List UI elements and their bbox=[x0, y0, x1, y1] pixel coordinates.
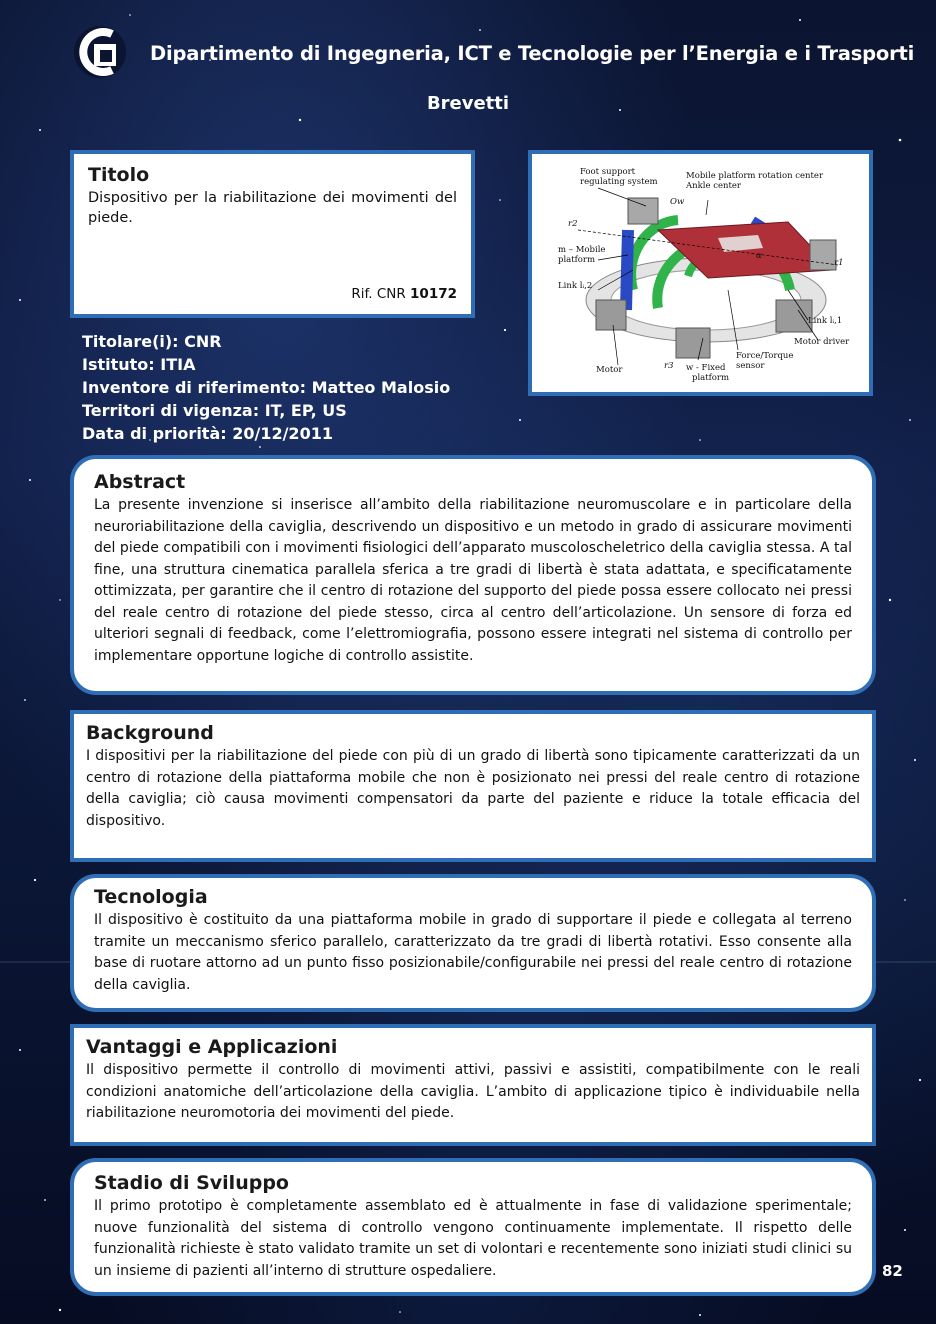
label-sensor: sensor bbox=[736, 361, 765, 371]
label-m-mobile: m – Mobile bbox=[558, 245, 606, 255]
rif-label: Rif. CNR bbox=[351, 286, 406, 302]
label-motor-driver: Motor driver bbox=[794, 337, 850, 347]
label-motor: Motor bbox=[596, 365, 623, 375]
label-ow: Ow bbox=[670, 197, 685, 207]
info-titolare: Titolare(i): CNR bbox=[82, 332, 222, 351]
patent-info bbox=[82, 330, 450, 445]
rif-cnr bbox=[351, 286, 457, 302]
background-text: I dispositivi per la riabilitazione del piede con più di un grado di libertà sono tipicamente caratterizzati da un centro di rotazione della piattaforma mobile che non è posizionato nei pressi del reale centro di rotazione della caviglia; ciò causa movimenti compensatori da parte del paziente e riduce la totale efficacia del dispositivo. bbox=[86, 748, 860, 829]
label-link-l1: Link lᵢ,1 bbox=[808, 316, 843, 326]
titolo-heading: Titolo bbox=[88, 164, 150, 186]
titolo-box bbox=[70, 150, 475, 318]
background-heading: Background bbox=[86, 722, 214, 744]
stadio-text: Il primo prototipo è completamente assemblato ed è attualmente in fase di validazione sperimentale; nuove funzionalità del sistema di controllo vengono continuamente implementate. Il rispetto delle funzionalità richieste è stato validato tramite un set di volontari e recentemente sono iniziati studi clinici su un insieme di pazienti all’interno di strutture ospedaliere. bbox=[94, 1198, 852, 1279]
stadio-box bbox=[70, 1158, 876, 1296]
vantaggi-text: Il dispositivo permette il controllo di movimenti attivi, passivi e assistiti, compatibilmente con le reali condizioni anatomiche dell’articolazione della caviglia. L’ambito di applicazione tipico è individuabile nella riabilitazione neuromotoria dei movimenti del piede. bbox=[86, 1062, 860, 1121]
label-alpha: α bbox=[756, 251, 762, 261]
stadio-heading: Stadio di Sviluppo bbox=[94, 1172, 289, 1194]
label-mobile-rotation-center: Mobile platform rotation center bbox=[686, 171, 824, 181]
vantaggi-heading: Vantaggi e Applicazioni bbox=[86, 1036, 338, 1058]
label-platform: platform bbox=[558, 255, 596, 265]
info-territori: Territori di vigenza: IT, EP, US bbox=[82, 401, 347, 420]
page-number: 82 bbox=[882, 1262, 903, 1280]
abstract-box bbox=[70, 455, 876, 695]
cnr-logo bbox=[72, 24, 128, 80]
vantaggi-box bbox=[70, 1024, 876, 1146]
label-r1: r1 bbox=[834, 258, 844, 268]
tecnologia-text: Il dispositivo è costituito da una piattaforma mobile in grado di supportare il piede e collegata al terreno tramite un meccanismo sferico parallelo, caratterizzato da tre gradi di libertà rotativi. Esso consente alla base di ruotare attorno ad un punto fisso posizionabile/configurabile nei pressi del reale centro di rotazione della caviglia. bbox=[94, 912, 852, 993]
rif-number: 10172 bbox=[410, 286, 457, 302]
section-title: Brevetti bbox=[426, 93, 510, 114]
device-diagram bbox=[538, 160, 863, 386]
abstract-text: La presente invenzione si inserisce all’ambito della riabilitazione neuromuscolare e in particolare della neuroriabilitazione della caviglia, descrivendo un dispositivo e un metodo in grado di assicurare movimenti del piede compatibili con i movimenti fisiologici dell’apparato muscoloscheletrico della caviglia stessa. A tal fine, una struttura cinematica parallela sferica a tre gradi di libertà è stata adattata, e specificatamente ottimizzata, per garantire che il centro di rotazione del supporto del piede possa essere collocato nei pressi del reale centro di rotazione del piede stesso, circa al centro dell’articolazione. Un sensore di forza ed ulteriori segnali di feedback, come l’elettromiografia, possono essere integrati nel sistema di controllo per implementare opportune logiche di controllo assistite. bbox=[94, 497, 852, 664]
label-ankle-center: Ankle center bbox=[686, 181, 741, 191]
tecnologia-box bbox=[70, 874, 876, 1012]
abstract-heading: Abstract bbox=[94, 471, 186, 493]
label-link-l2: Link lᵢ,2 bbox=[558, 281, 593, 291]
figure-box bbox=[528, 150, 873, 396]
info-istituto: Istituto: ITIA bbox=[82, 355, 196, 374]
label-regulating-system: regulating system bbox=[580, 177, 658, 187]
info-data: Data di priorità: 20/12/2011 bbox=[82, 424, 333, 443]
info-inventore: Inventore di riferimento: Matteo Malosio bbox=[82, 378, 451, 397]
department-title: Dipartimento di Ingegneria, ICT e Tecnologie per l’Energia e i Trasporti bbox=[150, 42, 915, 65]
titolo-text: Dispositivo per la riabilitazione dei movimenti del piede. bbox=[88, 190, 457, 226]
label-foot-support: Foot support bbox=[580, 167, 636, 177]
background-box bbox=[70, 710, 876, 862]
label-r2: r2 bbox=[568, 219, 578, 229]
label-w-fixed: w - Fixed bbox=[686, 363, 726, 373]
label-force-torque: Force/Torque bbox=[736, 351, 794, 361]
label-r3: r3 bbox=[664, 361, 674, 371]
tecnologia-heading: Tecnologia bbox=[94, 886, 208, 908]
label-w-platform: platform bbox=[692, 373, 730, 383]
